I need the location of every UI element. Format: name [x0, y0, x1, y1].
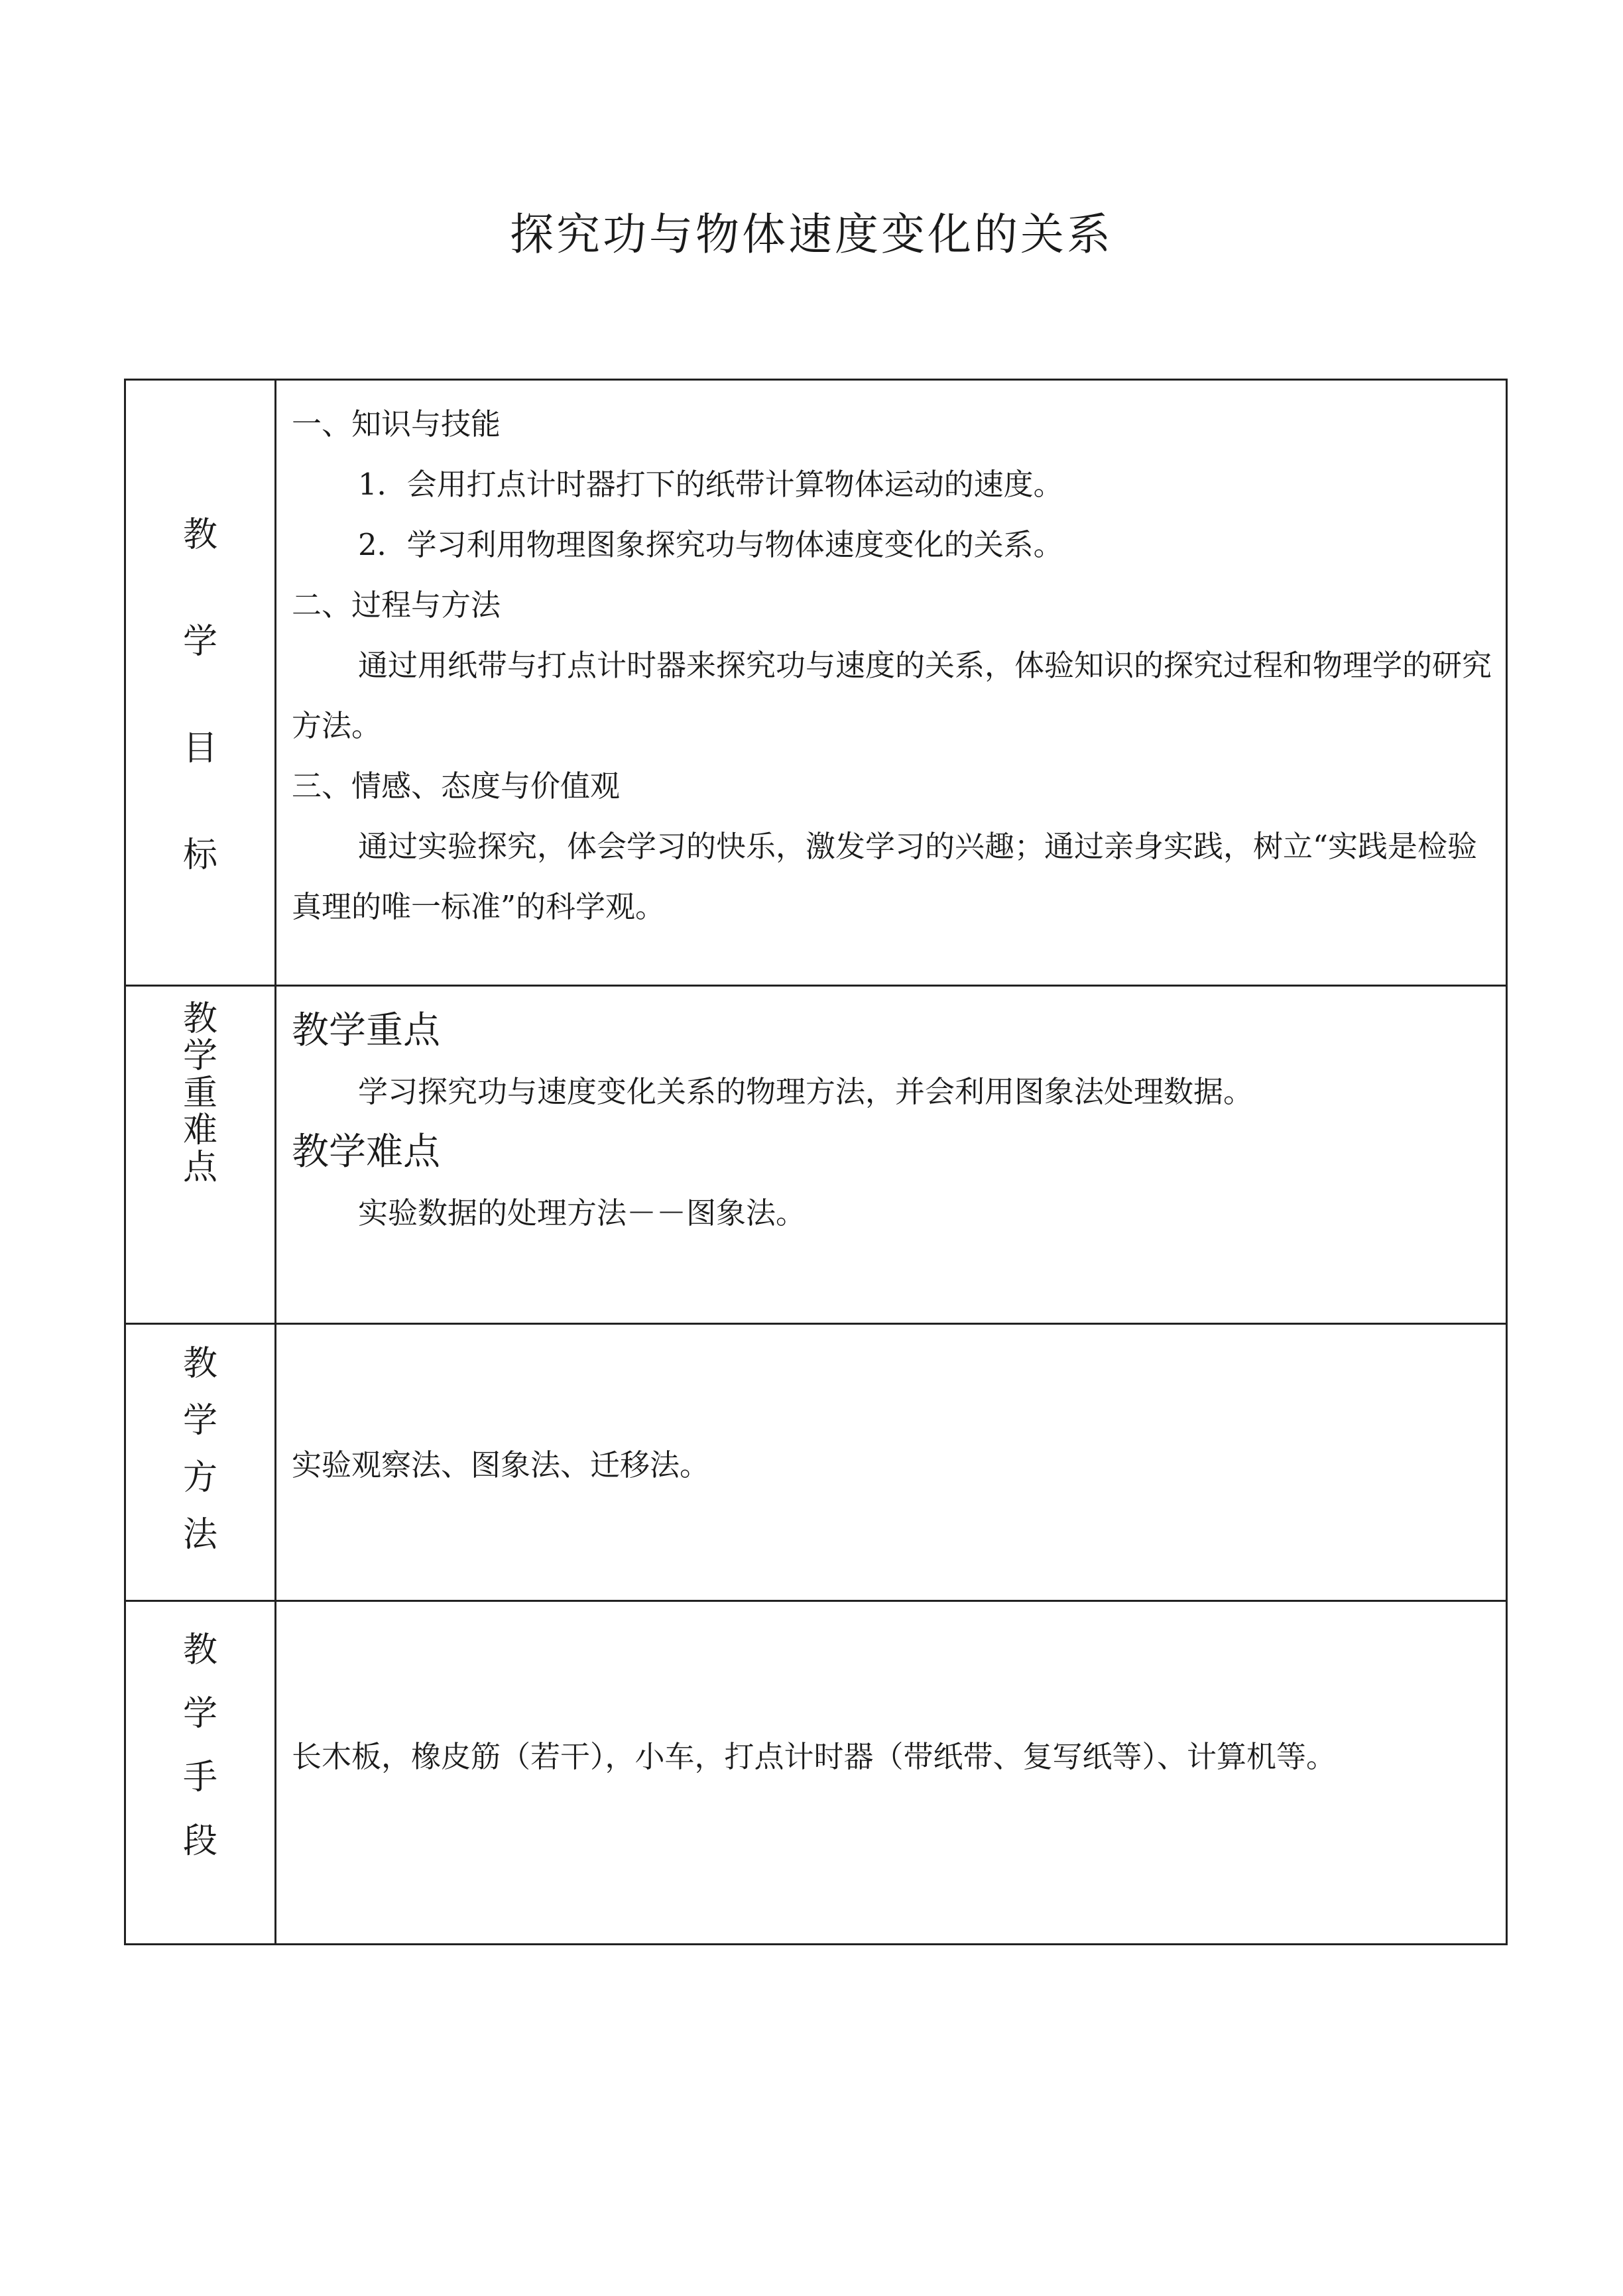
objective-item: 2．学习利用物理图象探究功与物体速度变化的关系。: [358, 527, 1063, 562]
lesson-plan-table: [124, 379, 1508, 1945]
difficulty-text: 实验数据的处理方法－－图象法。: [358, 1195, 806, 1231]
key-point-heading: 教学重点: [292, 1009, 440, 1052]
row-label-key-points: [126, 1000, 274, 1186]
section-heading: 一、知识与技能: [292, 406, 501, 442]
label-char: 重: [182, 1073, 217, 1113]
label-char: 教: [182, 999, 217, 1039]
row-divider: [126, 1323, 1506, 1325]
label-char: 难: [182, 1111, 217, 1150]
objectives-content: [292, 394, 1492, 937]
page-title: 探究功与物体速度变化的关系: [510, 209, 1113, 260]
section-paragraph: 通过用纸带与打点计时器来探究功与速度的关系，体验知识的探究过程和物理学的研究方法。: [292, 648, 1492, 743]
row-divider: [126, 1600, 1506, 1602]
section-heading: 二、过程与方法: [292, 587, 501, 623]
label-char: 学: [182, 1401, 217, 1441]
label-char: 学: [182, 1036, 217, 1076]
label-char: 段: [182, 1821, 217, 1861]
means-content: [292, 1726, 1492, 1787]
label-char: 学: [182, 622, 217, 662]
label-char: 目: [182, 729, 217, 768]
difficulty-heading: 教学难点: [292, 1130, 440, 1174]
label-char: 教: [182, 515, 217, 555]
label-char: 教: [182, 1630, 217, 1670]
key-points-content: [292, 1000, 1492, 1243]
means-text: 长木板，橡皮筋（若干），小车，打点计时器（带纸带、复写纸等）、计算机等。: [292, 1739, 1337, 1774]
methods-content: [292, 1435, 1492, 1495]
label-char: 手: [182, 1758, 217, 1797]
row-label-objectives: [126, 507, 274, 876]
section-paragraph: 通过实验探究，体会学习的快乐，激发学习的兴趣；通过亲身实践，树立“实践是检验真理的唯一标准”的科学观。: [292, 829, 1478, 924]
section-heading: 三、情感、态度与价值观: [292, 768, 621, 804]
label-char: 法: [182, 1515, 217, 1555]
key-point-text: 学习探究功与速度变化关系的物理方法，并会利用图象法处理数据。: [358, 1074, 1254, 1109]
methods-text: 实验观察法、图象法、迁移法。: [292, 1447, 710, 1482]
label-char: 教: [182, 1344, 217, 1384]
column-divider: [274, 381, 276, 1943]
label-char: 学: [182, 1694, 217, 1734]
row-divider: [126, 985, 1506, 987]
row-label-methods: [126, 1335, 274, 1563]
label-char: 方: [182, 1458, 217, 1498]
label-char: 点: [182, 1148, 217, 1187]
row-label-means: [126, 1620, 274, 1871]
objective-item: 1．会用打点计时器打下的纸带计算物体运动的速度。: [358, 467, 1063, 502]
label-char: 标: [182, 835, 217, 875]
